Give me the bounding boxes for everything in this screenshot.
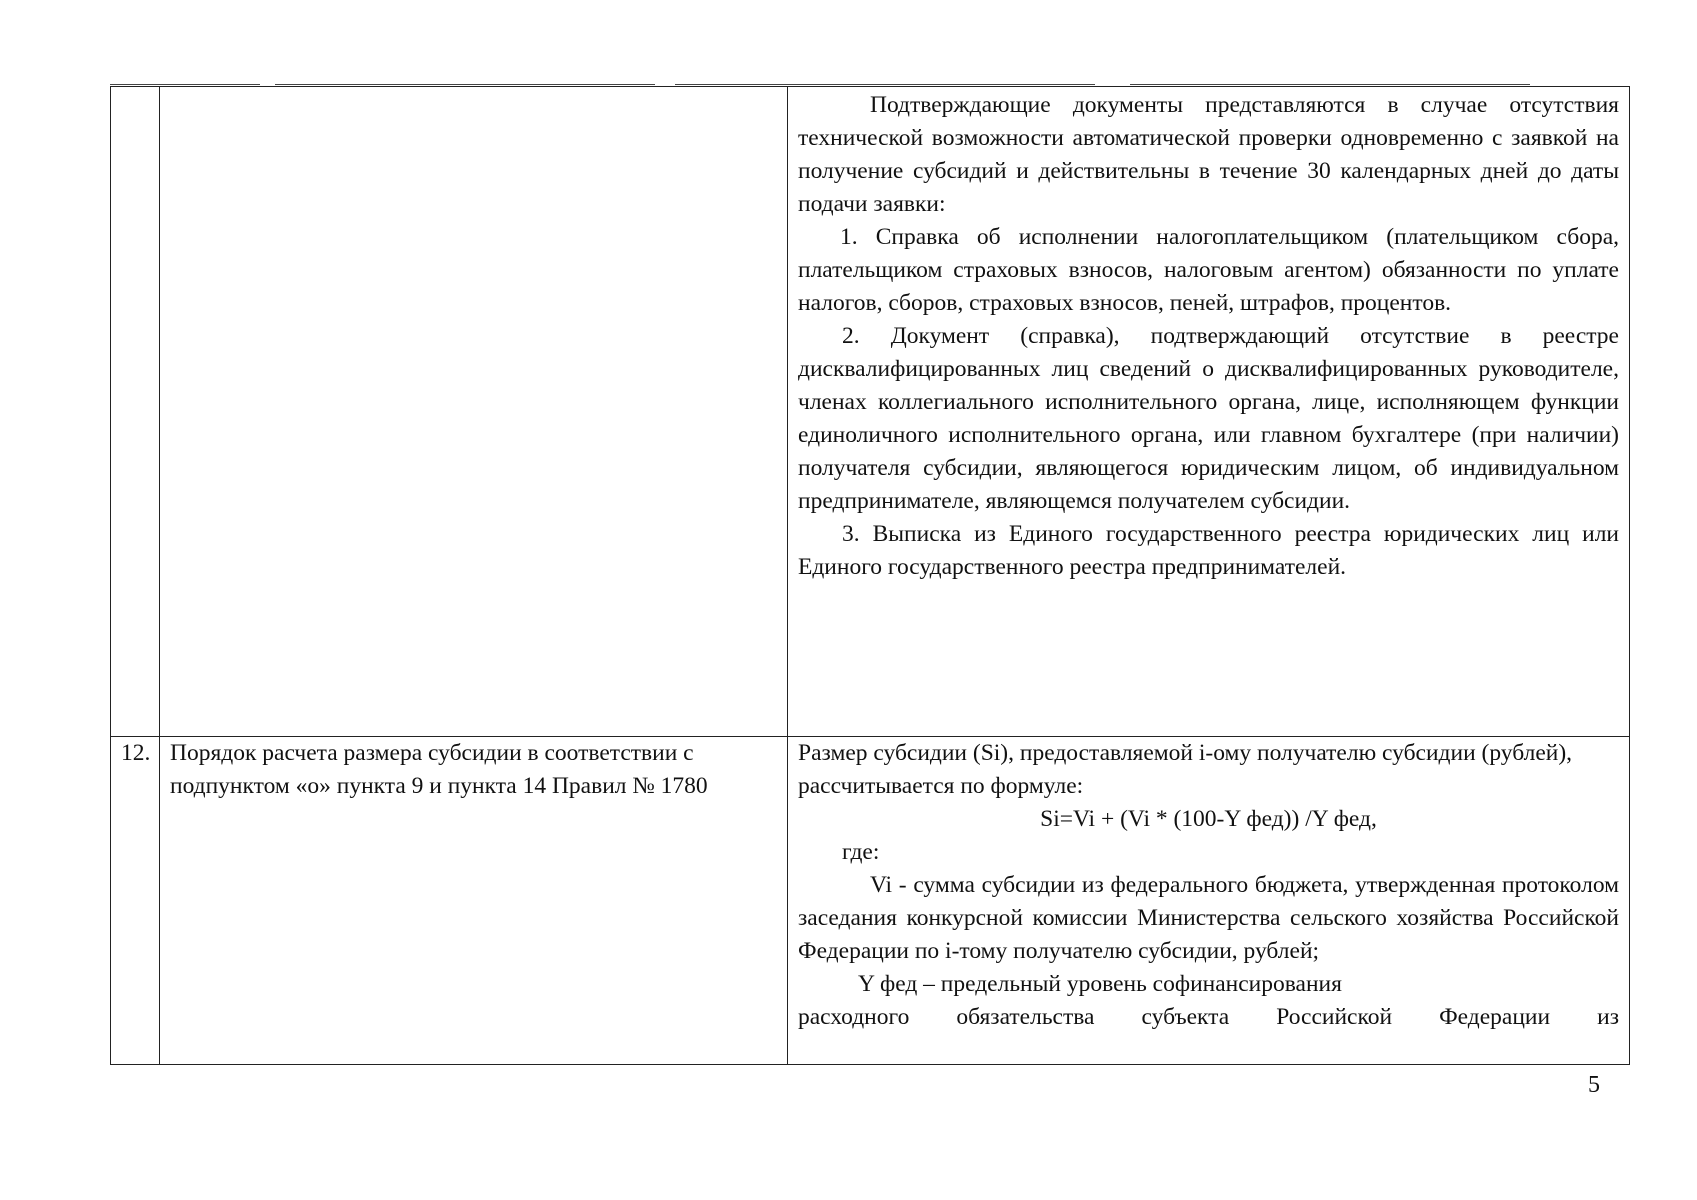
- row-description: [788, 737, 1630, 1065]
- requirements-table: [110, 86, 1630, 1065]
- row-number: 12.: [111, 737, 160, 1065]
- list-item: 2. Документ (справка), подтверждающий отсутствие в реестре дисквалифицированных лиц сведений о дисквалифицированных руководителе, членах коллегиального исполнительного органа, лице, исполняющем функции единоличного исполнительного органа, или главном бухгалтере (при наличии) получателя субсидии, являющегося юридическим лицом, об индивидуальном предпринимателе, являющемся получателем субсидии.: [798, 323, 1619, 514]
- list-item: 3. Выписка из Единого государственного реестра юридических лиц или Единого государственного реестра предпринимателей.: [798, 521, 1619, 580]
- paragraph-intro: Подтверждающие документы представляются в случае отсутствия технической возможности автоматической проверки одновременно с заявкой на получение субсидий и действительны в течение 30 календарных дней до даты подачи заявки:: [798, 92, 1619, 217]
- scan-artifact-line: [275, 84, 655, 85]
- list-item: 1. Справка об исполнении налогоплательщиком (плательщиком сбора, плательщиком страховых взносов, налоговым агентом) обязанности по уплате налогов, сборов, страховых взносов, пеней, штрафов, процентов.: [798, 224, 1619, 316]
- definition-vi: Vi - сумма субсидии из федерального бюджета, утвержденная протоколом заседания конкурсной комиссии Министерства сельского хозяйства Российской Федерации по i-тому получателю субсидии, рублей;: [798, 872, 1619, 964]
- row-description: [788, 87, 1630, 737]
- scan-artifact-line: [675, 84, 1095, 85]
- formula: Si=Vi + (Vi * (100-Y фед)) /Y фед,: [1040, 806, 1377, 832]
- definition-yfed: Y фед – предельный уровень софинансирования: [858, 971, 1342, 997]
- page-number: 5: [1588, 1072, 1600, 1098]
- table-row: [111, 737, 1630, 1065]
- scan-artifact-line: [1130, 84, 1530, 85]
- definition-tail: расходного обязательства субъекта Российской Федерации из: [798, 1004, 1619, 1030]
- scan-artifact-line: [110, 84, 260, 85]
- paragraph-intro: Размер субсидии (Si), предоставляемой i-ому получателю субсидии (рублей), рассчитывается по формуле:: [798, 740, 1573, 799]
- row-number: [111, 87, 160, 737]
- row-title: [160, 87, 788, 737]
- row-title: Порядок расчета размера субсидии в соответствии с подпунктом «о» пункта 9 и пункта 14 Правил № 1780: [160, 737, 788, 1065]
- where-label: где:: [842, 839, 880, 865]
- table-row: [111, 87, 1630, 737]
